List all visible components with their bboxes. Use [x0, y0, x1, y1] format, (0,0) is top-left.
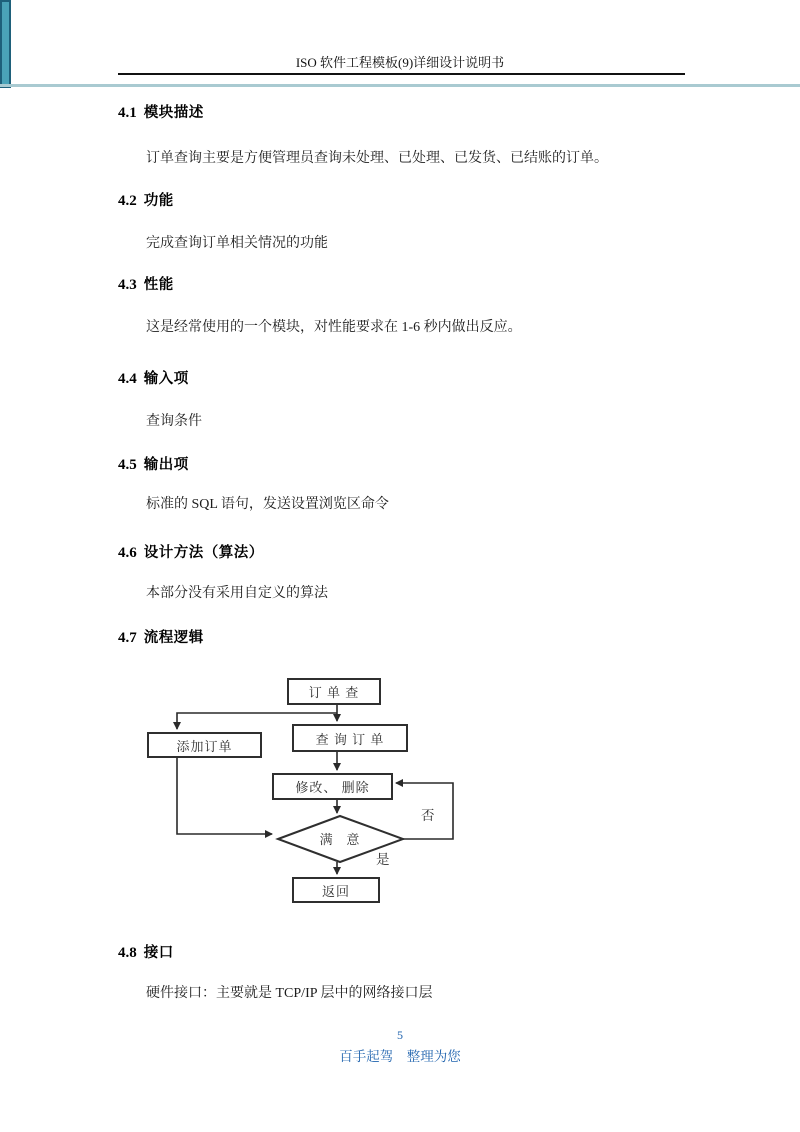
section-body-4-5: 标准的 SQL 语句，发送设置浏览区命令	[146, 497, 389, 512]
section-title: 设计方法（算法）	[143, 545, 264, 561]
section-heading-4-7	[118, 626, 204, 647]
section-heading-4-6	[118, 541, 264, 562]
section-number: 4.3	[118, 277, 137, 293]
section-title: 性能	[143, 277, 174, 293]
section-body-4-4: 查询条件	[146, 414, 202, 429]
section-heading-4-4	[118, 367, 189, 388]
section-body-4-1: 订单查询主要是方便管理员查询未处理、已处理、已发货、已结账的订单。	[146, 151, 608, 166]
section-heading-4-1	[118, 101, 204, 122]
flowchart-node-query: 查 询 订 单	[292, 724, 408, 752]
section-heading-4-3	[118, 273, 174, 294]
flowchart-node-end: 返回	[292, 877, 380, 903]
section-heading-4-5	[118, 453, 189, 474]
header-rule	[118, 73, 685, 75]
flowchart-node-add: 添加订单	[147, 732, 262, 758]
flowchart-node-modify: 修改、 删除	[272, 773, 393, 800]
connector-add-decision	[177, 758, 272, 834]
flowchart	[130, 660, 490, 915]
section-number: 4.6	[118, 545, 137, 561]
left-accent-bar	[0, 0, 11, 88]
section-number: 4.8	[118, 945, 137, 961]
flowchart-node-decision-label: 满 意	[319, 832, 361, 847]
section-title: 接口	[143, 945, 174, 961]
section-body-4-6: 本部分没有采用自定义的算法	[146, 586, 328, 601]
section-number: 4.7	[118, 630, 137, 646]
flowchart-label-yes: 是	[376, 852, 390, 867]
section-title: 输入项	[143, 371, 189, 387]
section-number: 4.1	[118, 105, 137, 121]
section-number: 4.5	[118, 457, 137, 473]
flowchart-node-start: 订 单 查	[287, 678, 381, 705]
teal-divider-line	[0, 84, 800, 87]
section-body-4-8: 硬件接口：主要就是 TCP/IP 层中的网络接口层	[146, 986, 433, 1001]
section-number: 4.4	[118, 371, 137, 387]
section-title: 流程逻辑	[143, 630, 204, 646]
footer-credit: 百手起驾 整理为您	[339, 1049, 461, 1064]
flowchart-label-no: 否	[421, 808, 435, 823]
section-title: 功能	[143, 193, 174, 209]
section-heading-4-8	[118, 941, 174, 962]
section-heading-4-2	[118, 189, 174, 210]
header-title: ISO 软件工程模板(9)详细设计说明书	[295, 55, 505, 70]
section-body-4-2: 完成查询订单相关情况的功能	[146, 236, 328, 251]
section-body-4-3: 这是经常使用的一个模块，对性能要求在 1-6 秒内做出反应。	[146, 320, 522, 335]
section-title: 模块描述	[143, 105, 204, 121]
section-title: 输出项	[143, 457, 189, 473]
page-number: 5	[397, 1028, 403, 1042]
section-number: 4.2	[118, 193, 137, 209]
